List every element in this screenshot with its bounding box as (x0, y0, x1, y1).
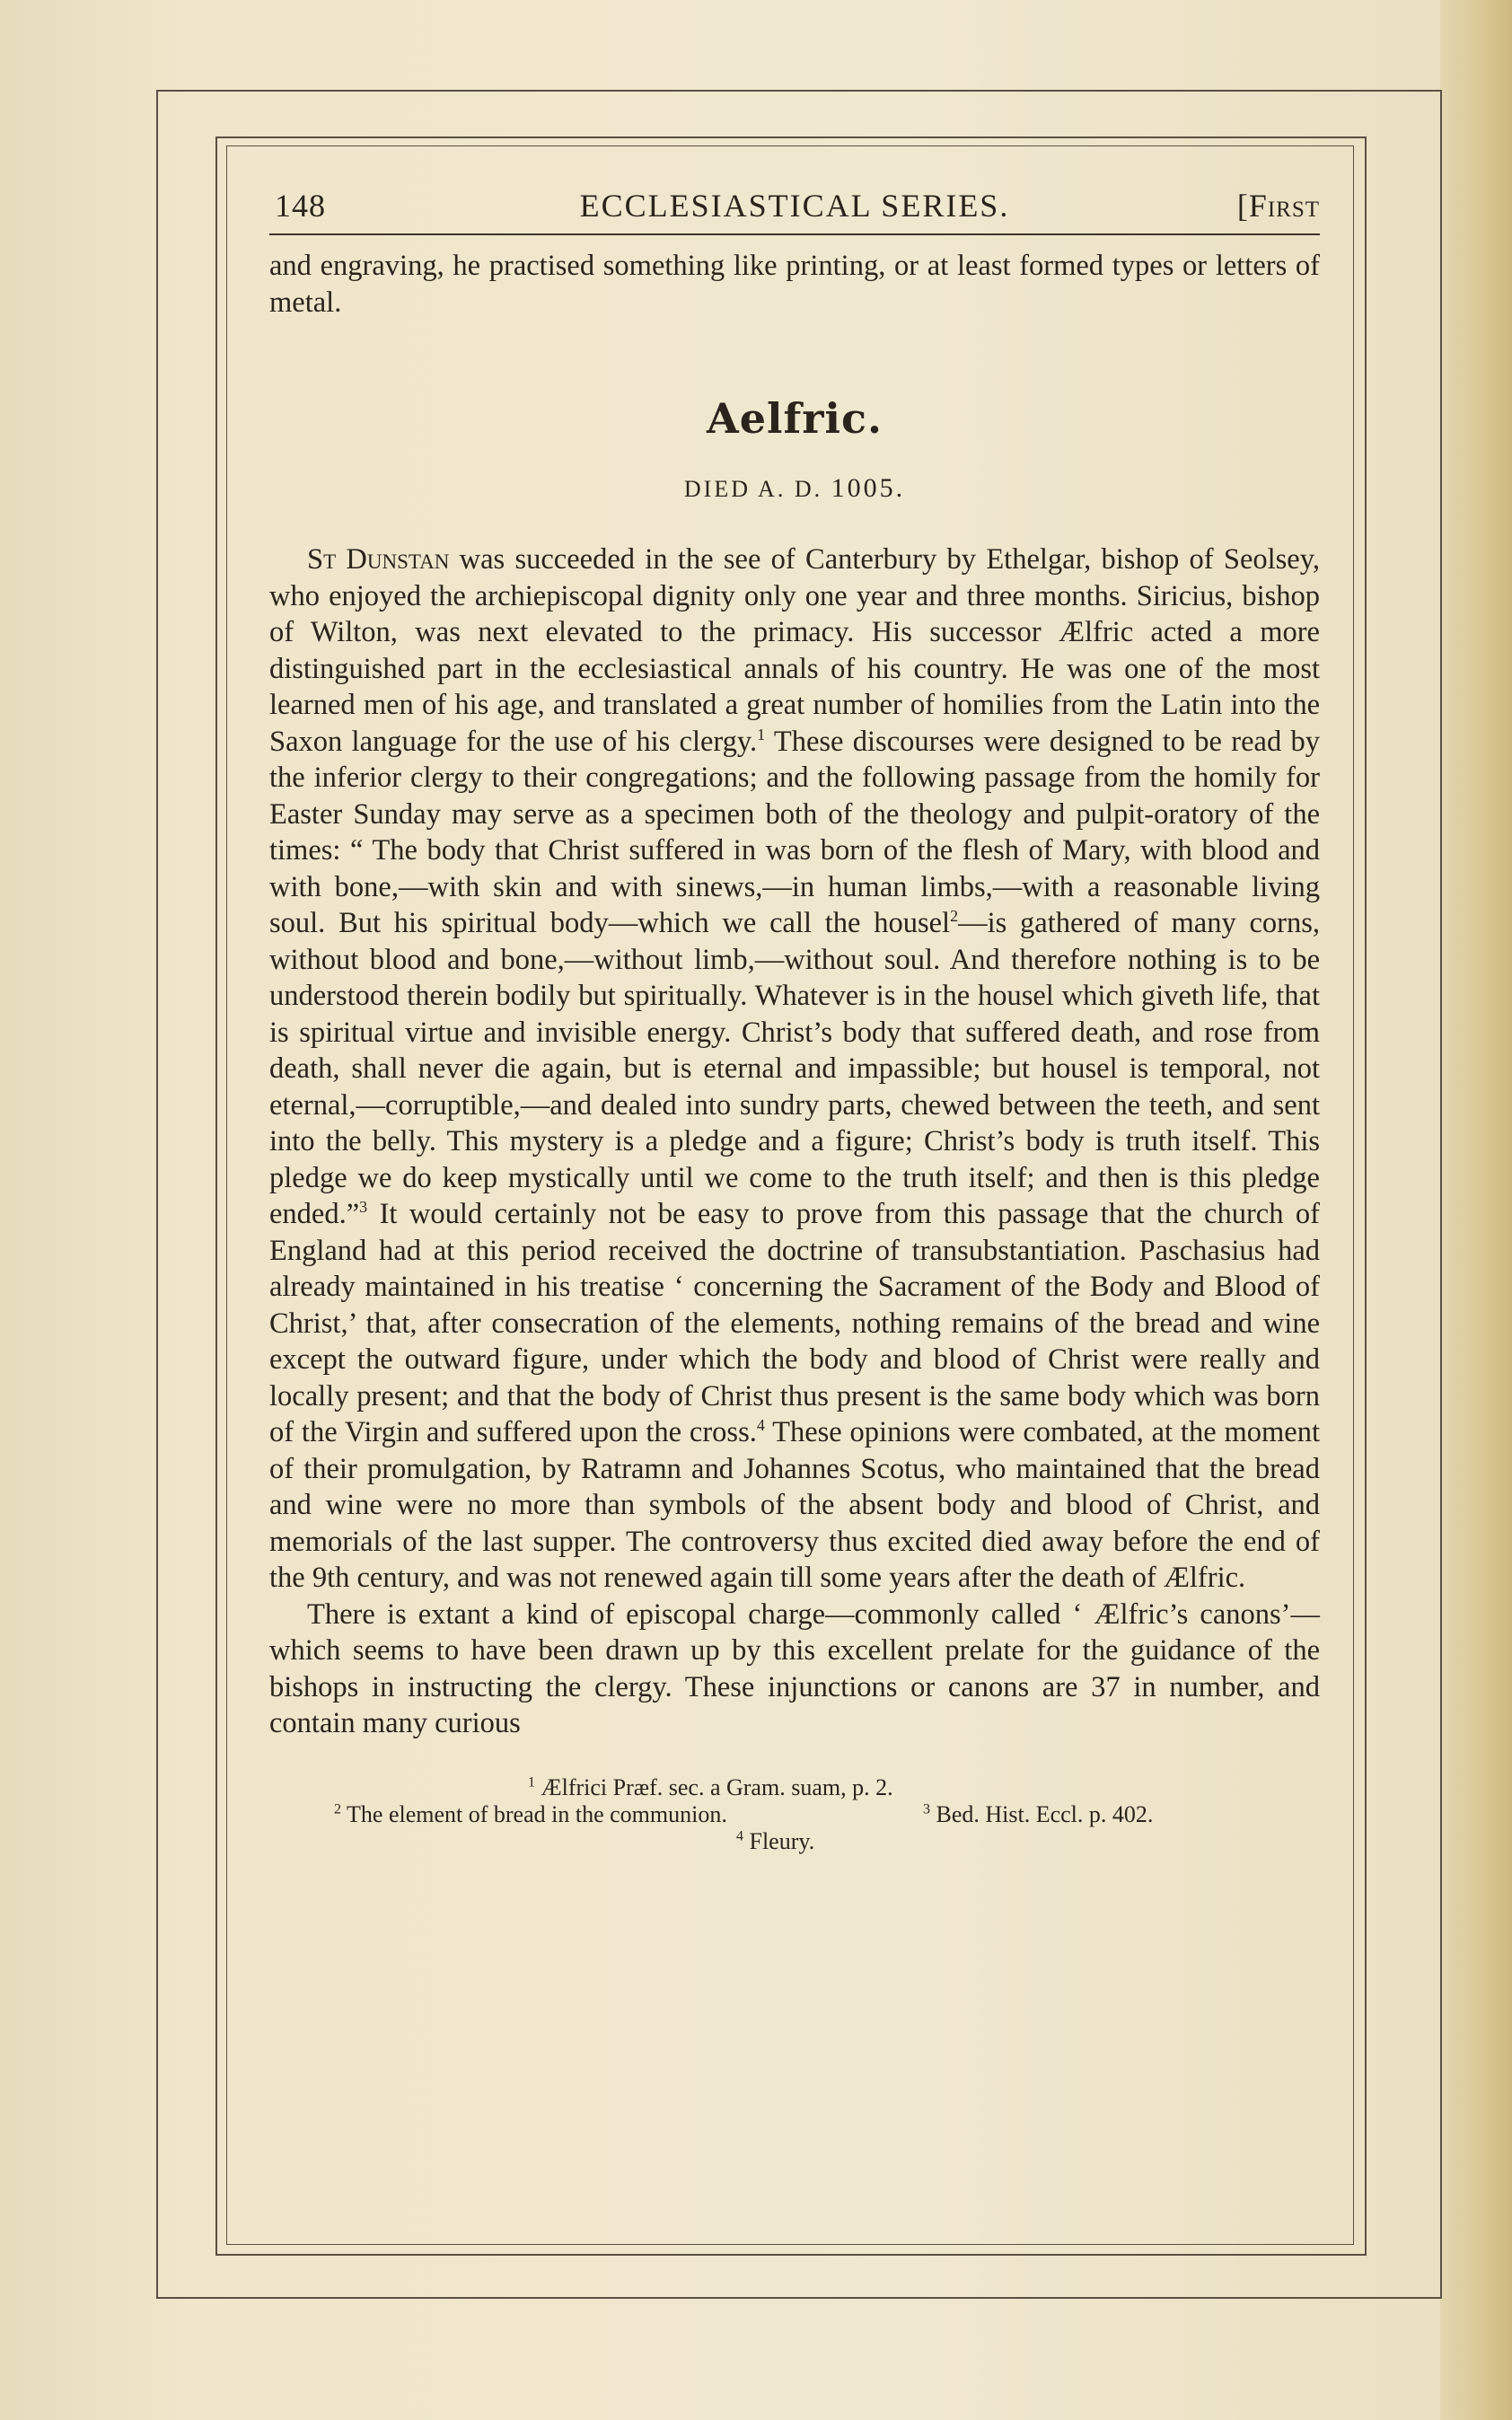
death-date (269, 473, 1320, 504)
body-paragraph-1 (269, 541, 1320, 1597)
running-header (269, 162, 1320, 235)
died-label: DIED A. D. (683, 476, 823, 502)
running-title: ECCLESIASTICAL SERIES. (579, 188, 1010, 224)
footnote-2 (334, 1801, 727, 1828)
footnote-ref: 1 (757, 725, 766, 744)
footnote-4 (736, 1828, 814, 1855)
book-spine-edge (1440, 0, 1512, 2420)
footnote-text: Fleury. (749, 1827, 815, 1854)
footnote-ref: 3 (359, 1198, 368, 1217)
paragraph-text: These opinions were combated, at the moment of their promulgation, by Ratramn and Johannes Scotus, who maintained that the bread and wine were no more than symbols of the absent body and blood of Christ, and memorials of the last supper. The controversy thus excited died away before the end of the 9th century, and was not renewed again till some years after the death of Ælfric. (269, 1416, 1320, 1594)
opening-small-caps: St Dunstan (307, 543, 450, 576)
footnote-1 (528, 1774, 893, 1801)
section-mark: [First (1236, 188, 1320, 224)
footnote-text: Bed. Hist. Eccl. p. 402. (936, 1800, 1154, 1827)
footnote-mark: 4 (736, 1827, 743, 1844)
died-year: 1005. (831, 473, 906, 503)
footnote-text: The element of bread in the communion. (347, 1800, 727, 1827)
footnote-mark: 3 (923, 1800, 930, 1817)
page-number: 148 (275, 188, 326, 224)
paragraph-text: —is gathered of many corns, without blood and bone,—without limb,—without soul. And therefore nothing is to be understood therein bodily but spiritually. Whatever is in the housel which giveth life, that is spiritual virtue and invisible energy. Christ’s body that suffered death, and rose from death, shall never die again, but is eternal and impassible; but housel is temporal, not eternal,—corruptible,—and dealed into sundry parts, chewed between the teeth, and sent into the belly. This mystery is a pledge and a figure; Christ’s body is truth itself. This pledge we do keep mystically until we come to the truth itself; and then is this pledge ended.” (269, 907, 1320, 1230)
footnote-mark: 1 (528, 1773, 535, 1790)
body-paragraph-2: There is extant a kind of episcopal charge—commonly called ‘ Ælfric’s canons’—which seems to have been drawn up by this excellent prelate for the guidance of the bishops in instructing the clergy. These injunctions or canons are 37 in number, and contain many curious (269, 1597, 1320, 1739)
footnote-3 (923, 1801, 1153, 1828)
footnotes (269, 1774, 1320, 1855)
paragraph-text: It would certainly not be easy to prove from this passage that the church of England had at this period received the doctrine of transubstantiation. Paschasius had already maintained in his treatise ‘ concerning the Sacrament of the Body and Blood of Christ,’ that, after consecration of the elements, nothing remains of the bread and wine except the outward figure, under which the body and blood of Christ were really and locally present; and that the body of Christ thus present is the same body which was born of the Virgin and suffered upon the cross. (269, 1198, 1320, 1448)
article-body (269, 541, 1320, 1742)
paragraph-text: was succeeded in the see of Canterbury by Ethelgar, bishop of Seolsey, who enjoyed the archiepiscopal dignity only one year and three months. Siricius, bishop of Wilton, was next elevated to the primacy. His successor Ælfric acted a more distinguished part in the ecclesiastical annals of his country. He was one of the most learned men of his age, and translated a great number of homilies from the Latin into the Saxon language for the use of his clergy. (269, 543, 1320, 758)
paragraph-text: These discourses were designed to be read by the inferior clergy to their congregations; and the following passage from the homily for Easter Sunday may serve as a specimen both of the theology and pulpit-oratory of the times: “ The body that Christ suffered in was born of the flesh of Mary, with blood and with bone,—with skin and with sinews,—in human limbs,—with a reasonable living soul. But his spiritual body—which we call the housel (269, 725, 1320, 939)
footnote-ref: 2 (950, 907, 959, 926)
lead-paragraph: and engraving, he practised something like printing, or at least formed types or letters of metal. (269, 250, 1320, 319)
footnote-text: Ælfrici Præf. sec. a Gram. suam, p. 2. (541, 1773, 893, 1800)
footnote-ref: 4 (756, 1416, 765, 1435)
section-title: Aelfric. (707, 394, 883, 443)
footnote-mark: 2 (334, 1800, 341, 1817)
book-page (269, 162, 1320, 1855)
